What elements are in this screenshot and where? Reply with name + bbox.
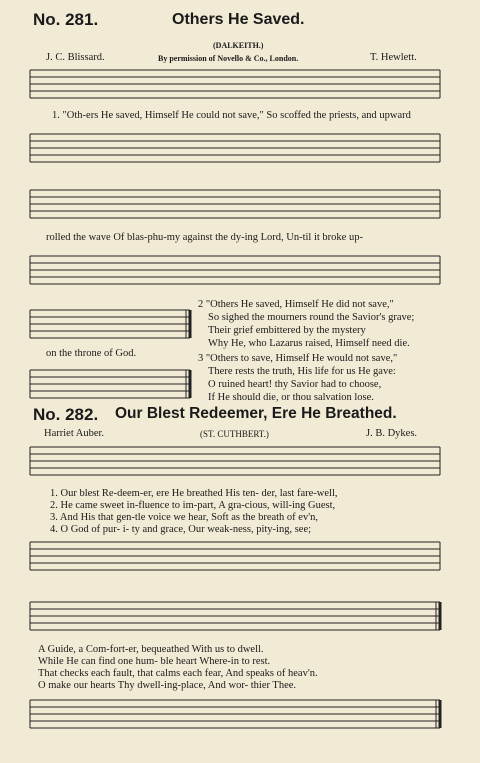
hymn-title: Others He Saved. [172,11,305,28]
music-staff-treble [0,437,480,487]
music-staff-treble [0,60,480,110]
hymn-number: No. 281. [33,10,99,29]
music-staff-treble [0,300,200,350]
music-staff-treble [0,180,480,230]
lyrics-block-1: 1. Our blest Re-deem-er, ere He breathed His ten- der, last fare-well, 2. He came sweet in-fluence to im-part, A gra-cious, will-ing Guest, 3. And His that gen-tle voice we hear, Soft as the breath of ev'n, 4. O God of pur- i- ty and grace, Our weak-ness, pity-ing, see; [50,488,338,535]
tune-name: (DALKEITH.) [213,41,264,50]
music-staff-bass [0,124,480,174]
verse-2: 2 "Others He saved, Himself He did not save," So sighed the mourners round the Savior's grave; Their grief embittered by the mystery Why He, who Lazarus raised, Himself need die. [198,299,415,349]
composer-right: T. Hewlett. [370,52,417,63]
composer-right: J. B. Dykes. [366,428,418,439]
lyric-line: rolled the wave Of blas-phu-my against the dy-ing Lord, Un-til it broke up- [46,232,363,243]
lyrics-block-2: A Guide, a Com-fort-er, bequeathed With us to dwell. While He can find one hum- ble heart Where-in to rest. That checks each fault, that calms each fear, And speaks of heav'n. O make our hearts Thy dwell-ing-place, And wor- thier Thee. [38,644,318,691]
hymn-number: No. 282. [33,405,99,424]
music-staff-bass [0,690,480,740]
music-staff-treble [0,592,480,642]
verse-3: 3 "Others to save, Himself He would not save," There rests the truth, His life for us He gave: O ruined heart! thy Savior had to choose, If He should die, or thou salvation lose. [198,353,398,403]
staff-lines [30,70,440,98]
author-left: Harriet Auber. [44,428,105,439]
music-staff-bass [0,532,480,582]
music-staff-bass [0,246,480,296]
tune-name: (ST. CUTHBERT.) [200,429,269,439]
permission-note: By permission of Novello & Co., London. [158,54,299,63]
lyric-line: 1. "Oth-ers He saved, Himself He could not save," So scoffed the priests, and upward [52,110,411,121]
composer-left: J. C. Blissard. [46,52,105,63]
hymn-title: Our Blest Redeemer, Ere He Breathed. [115,405,397,422]
lyric-line: on the throne of God. [46,348,137,359]
music-staff-bass [0,360,200,410]
